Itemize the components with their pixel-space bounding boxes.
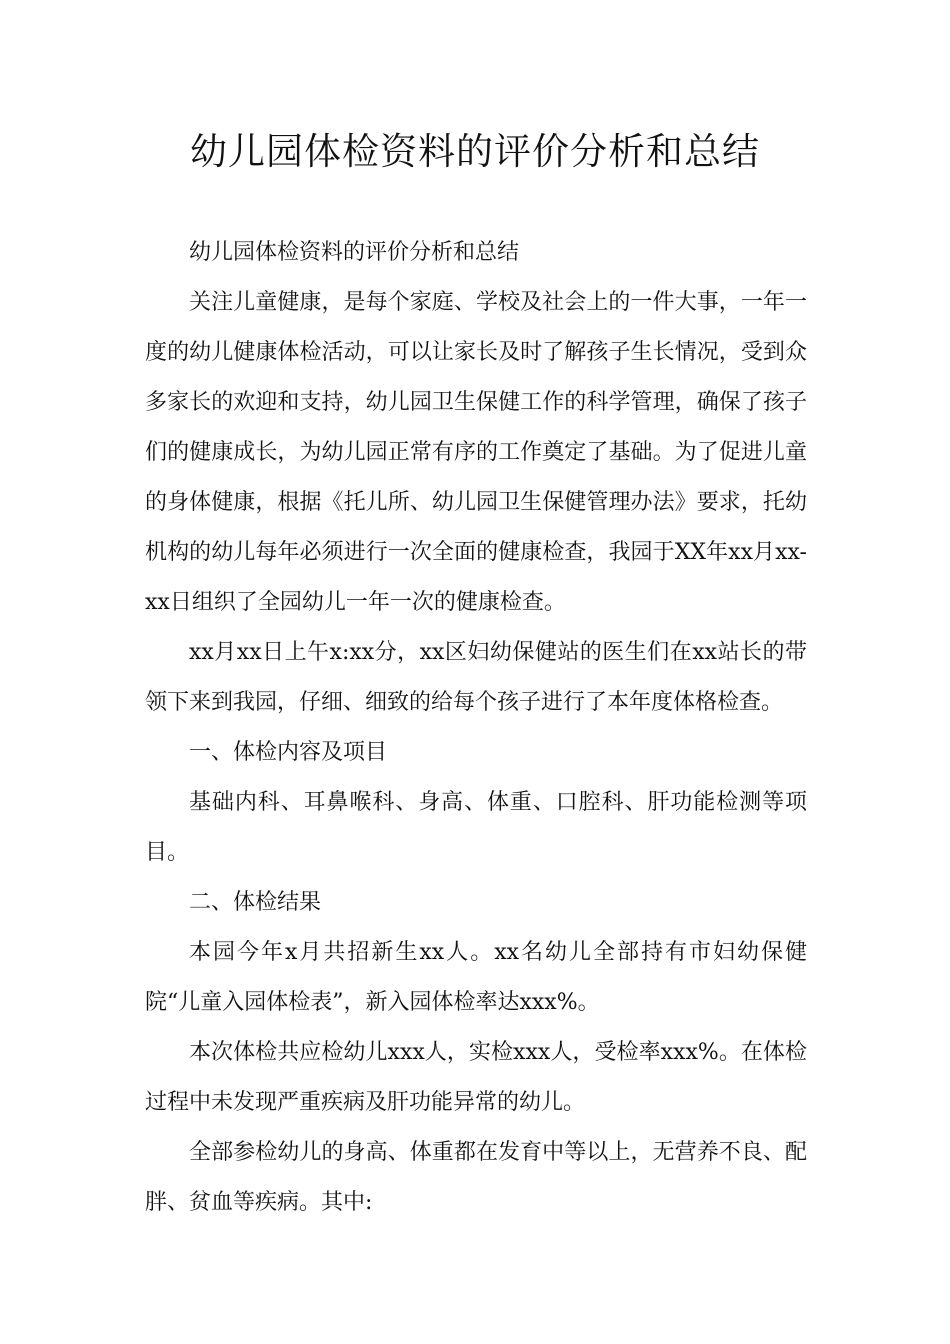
paragraph-new-students: 本园今年x月共招新生xx人。xx名幼儿全部持有市妇幼保健院“儿童入园体检表”，新入园体检率达xxx%。: [145, 940, 807, 1015]
paragraph-growth: 全部参检幼儿的身高、体重都在发育中等以上，无营养不良、配胖、贫血等疾病。其中:: [145, 1140, 807, 1215]
section-heading-content: 一、体检内容及项目: [189, 740, 388, 765]
paragraph-intro: 关注儿童健康，是每个家庭、学校及社会上的一件大事，一年一度的幼儿健康体检活动，可以让家长及时了解孩子生长情况，受到众多家长的欢迎和支持，幼儿园卫生保健工作的科学管理，确保了孩子们的健康成长，为幼儿园正常有序的工作奠定了基础。为了促进儿童的身体健康，根据《托儿所、幼儿园卫生保健管理办法》要求，托幼机构的幼儿每年必须进行一次全面的健康检查，我园于XX年xx月xx-xx日组织了全园幼儿一年一次的健康检查。: [145, 290, 807, 615]
paragraph-exam-rate: 本次体检共应检幼儿xxx人，实检xxx人，受检率xxx%。在体检过程中未发现严重疾病及肝功能异常的幼儿。: [145, 1040, 807, 1115]
section-heading-results: 二、体检结果: [189, 890, 322, 915]
paragraph-exam-visit: xx月xx日上午x:xx分，xx区妇幼保健站的医生们在xx站长的带领下来到我园，仔细、细致的给每个孩子进行了本年度体格检查。: [145, 640, 807, 715]
document-body: [145, 228, 807, 1228]
paragraph-exam-items: 基础内科、耳鼻喉科、身高、体重、口腔科、肝功能检测等项目。: [145, 790, 807, 865]
document-title: 幼儿园体检资料的评价分析和总结: [190, 130, 760, 173]
paragraph-subtitle: 幼儿园体检资料的评价分析和总结: [189, 240, 520, 265]
